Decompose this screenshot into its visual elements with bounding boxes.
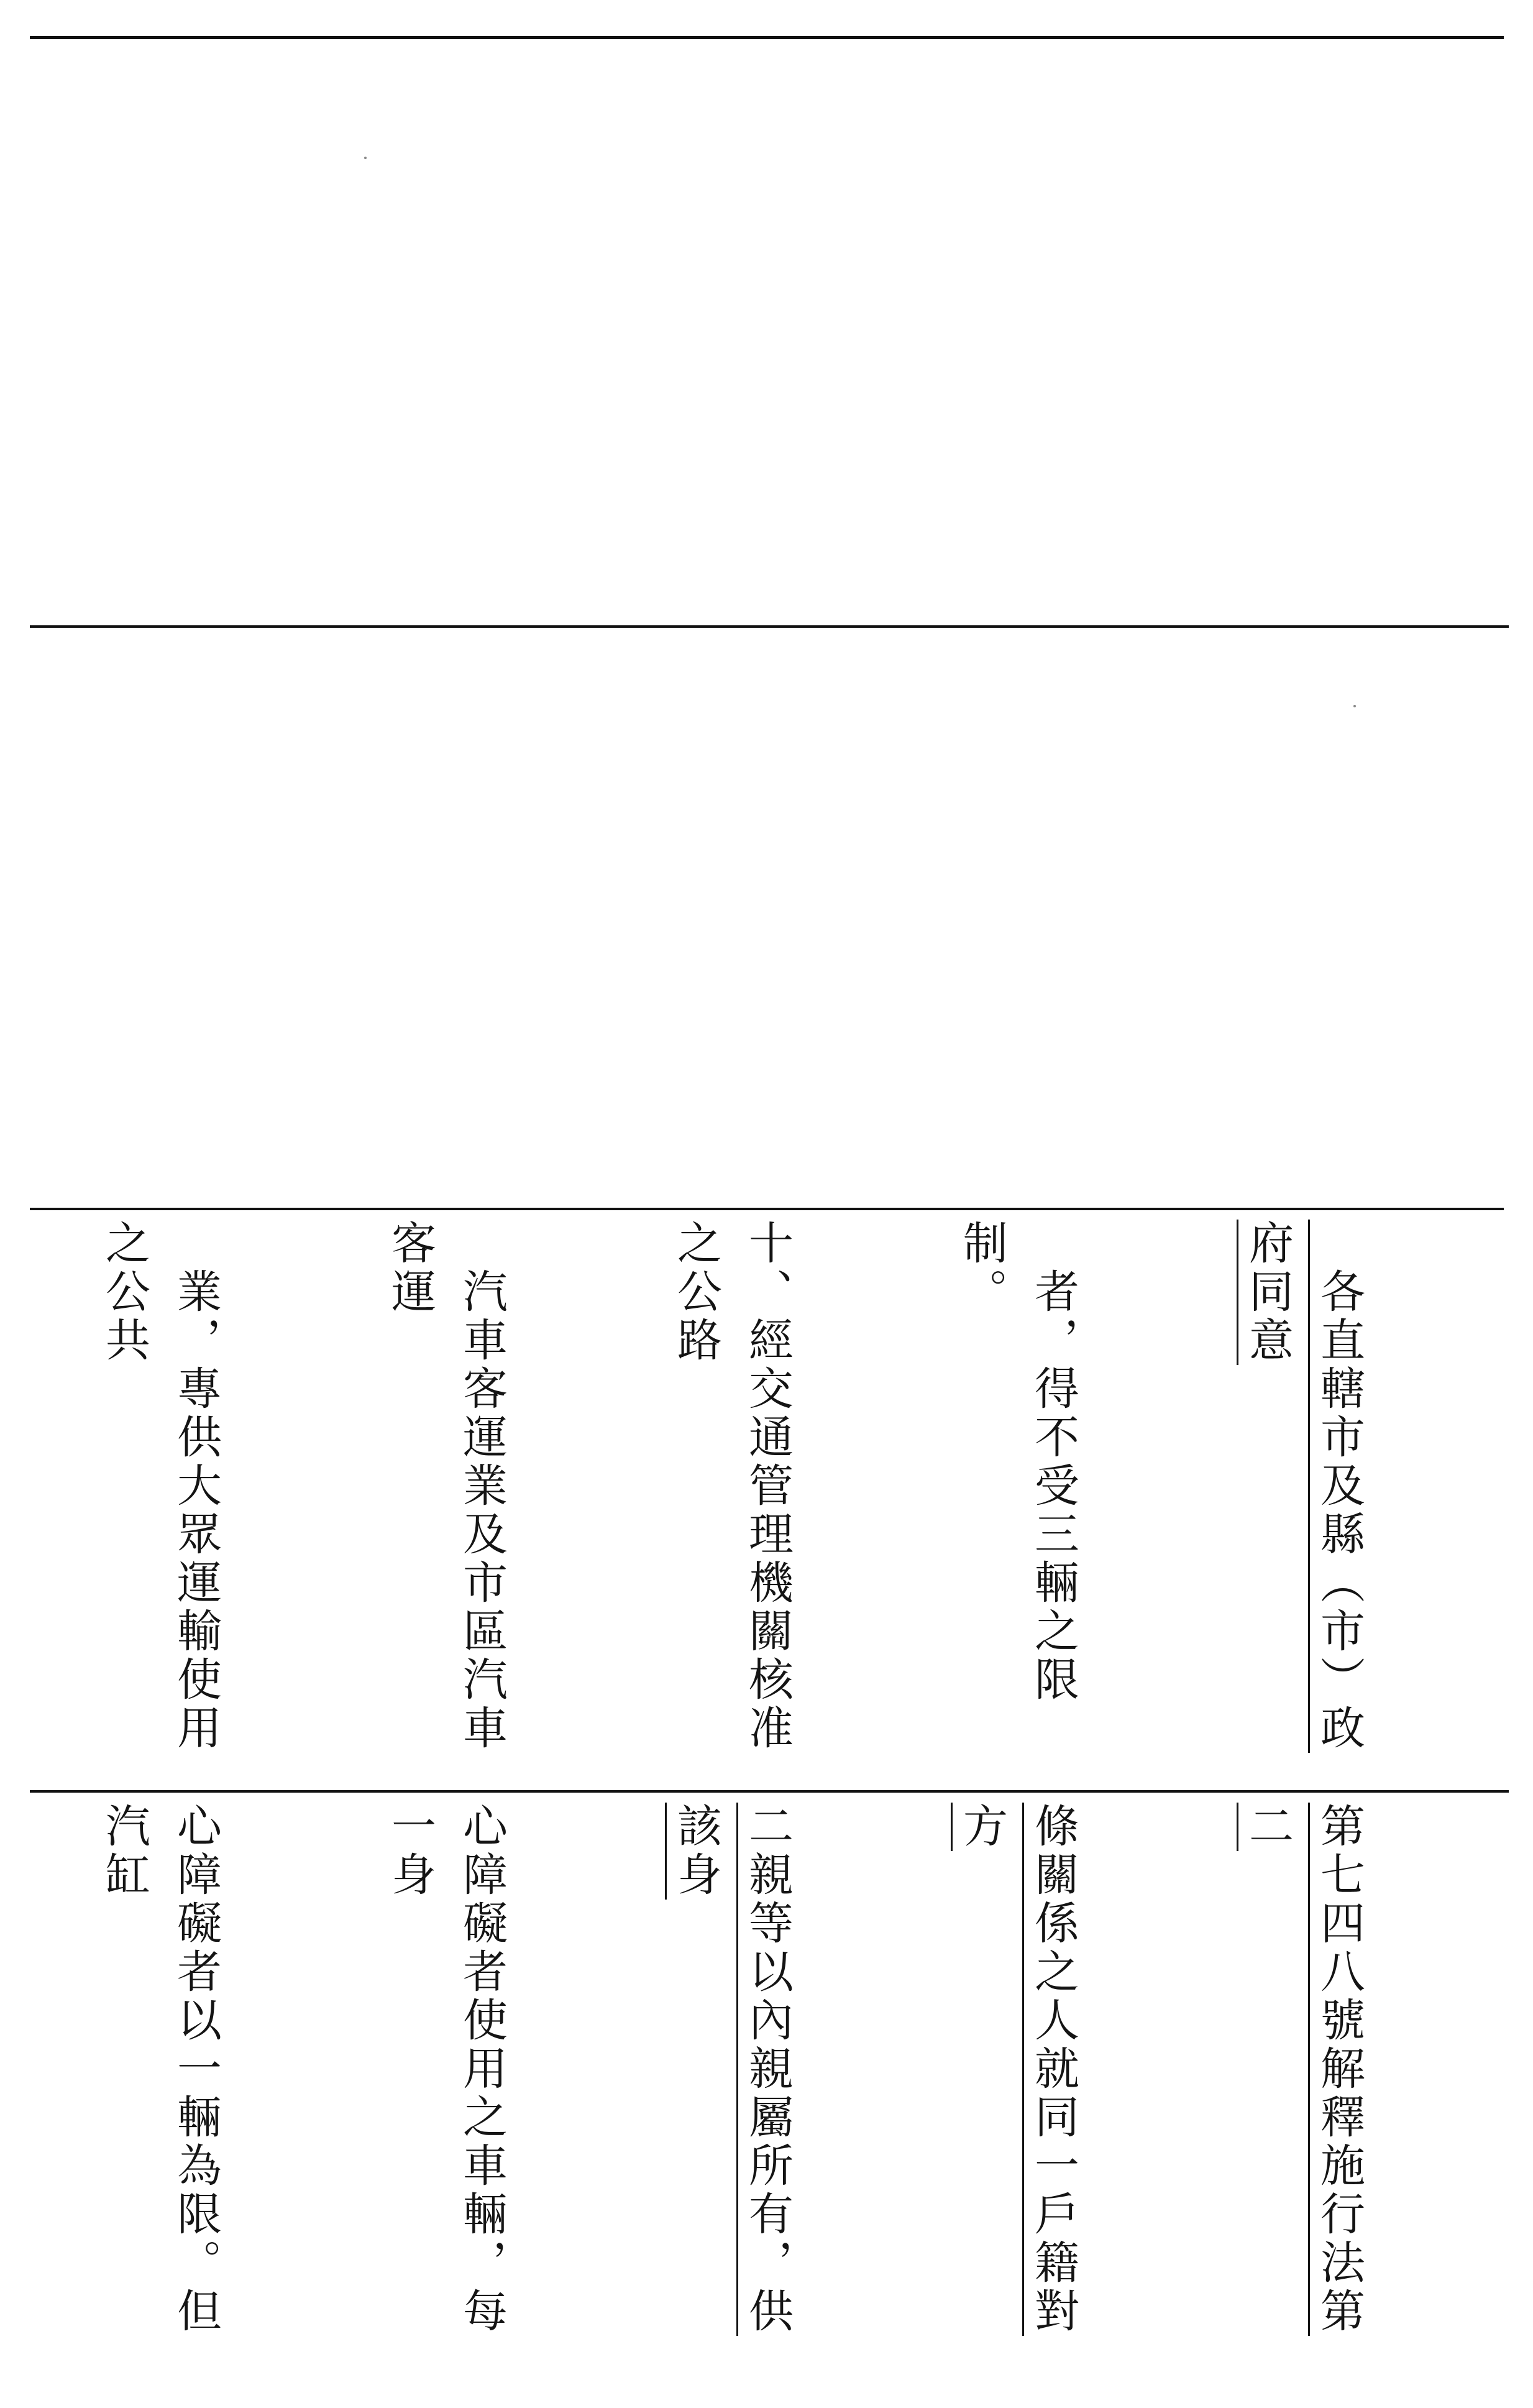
text-line: [946, 1803, 1089, 2381]
underlined-text: 第七四八號解釋施行法第二: [1242, 1803, 1365, 2336]
upper-middle-rule: [30, 625, 1509, 628]
top-rule: [30, 36, 1504, 39]
text-line: 業，專供大眾運輸使用之公共: [98, 1220, 222, 1753]
lower-text-block: [39, 1803, 1517, 2381]
text-line: [1232, 1803, 1375, 2381]
text-line: 心障礙者以一輛為限。但汽缸: [98, 1803, 222, 2336]
underlined-text: 二親等以內親屬所有，供該身: [670, 1803, 794, 2336]
text-line: 汽車客運業及市區汽車客運: [384, 1220, 508, 1753]
scan-speck: [364, 157, 367, 159]
lower-middle-rule: [30, 1208, 1504, 1210]
text-line: [1232, 1220, 1375, 1776]
bottom-rule: [30, 1790, 1509, 1793]
underlined-text: 各直轄市及縣（市）政府同意: [1242, 1220, 1365, 1753]
scan-speck: [1353, 705, 1356, 707]
underlined-text: 條關係之人就同一戶籍對方: [956, 1803, 1079, 2336]
left-text-block: [39, 1220, 1517, 1776]
text-line: [660, 1803, 803, 2381]
text-line: 十、經交通管理機關核准之公路: [670, 1220, 794, 1753]
text-line: 者，得不受三輛之限制。: [956, 1220, 1079, 1704]
text-line: 心障礙者使用之車輛，每一身: [384, 1803, 508, 2336]
